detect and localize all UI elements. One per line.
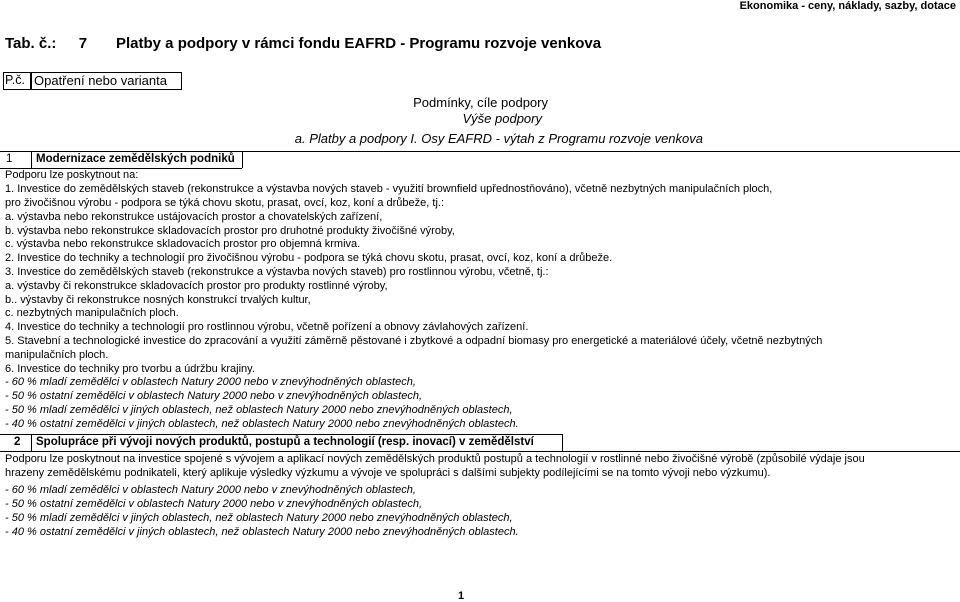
m1-line: 3. Investice do zemědělských staveb (rekonstrukce a výstavba nových staveb) pro rostlinnou výrobu, včetně, tj.: — [5, 266, 549, 278]
m1-rate-line: - 60 % mladí zemědělci v oblastech Natury 2000 nebo v znevýhodněných oblastech, — [5, 376, 416, 388]
m2-line: Podporu lze poskytnout na investice spojené s vývojem a aplikací nových zemědělských produktů postupů a technologií v rostlinné nebo živočišné výrobě (způsobilé výdaje jsou — [5, 453, 865, 465]
table-title: Platby a podpory v rámci fondu EAFRD - Programu rozvoje venkova — [116, 35, 602, 52]
m1-line: a. výstavba nebo rekonstrukce ustájovacích prostor a chovatelských zařízení, — [5, 211, 383, 223]
divider-m2 — [31, 434, 32, 451]
measure2-title: Spolupráce při vývoji nových produktů, postupů a technologií (resp. inovací) v zemědělství — [36, 436, 534, 448]
measure2-number: 2 — [14, 436, 21, 448]
divider-m1 — [31, 151, 32, 168]
m1-line: Podporu lze poskytnout na: — [5, 169, 139, 181]
m1-line: pro živočišnou výrobu - podpora se týká chovu skotu, prasat, ovcí, koz, koní a drůbeže, tj.: — [5, 197, 445, 209]
amount-heading: Výše podpory — [462, 111, 542, 126]
divider-m1-end — [242, 151, 243, 168]
table-label-text: Tab. č.: — [5, 35, 57, 52]
m1-line: 5. Stavební a technologické investice do zpracování a využití záměrně pěstované i zbytkové a odpadní biomasy pro energetické a materiálové účely, včetně nezbytných — [5, 335, 823, 347]
m1-line: a. výstavby či rekonstrukce skladovacích prostor pro produkty rostlinné výroby, — [5, 280, 388, 292]
m1-line: b. výstavba nebo rekonstrukce skladovacích prostor pro druhotné produkty živočišné výroby, — [5, 225, 455, 237]
m1-rate-line: - 40 % ostatní zemědělci v jiných oblastech, než oblastech Natury 2000 nebo znevýhodněných oblastech. — [5, 418, 519, 430]
m1-line: 1. Investice do zemědělských staveb (rekonstrukce a výstavba nových staveb - využití brownfield upřednostňováno), včetně nezbytných manipulačních ploch, — [5, 183, 773, 195]
measure-column-title: Opatření nebo varianta — [34, 73, 167, 88]
m1-line: 2. Investice do techniky a technologií pro živočišnou výrobu - podpora se týká chovu skotu, prasat, ovcí, koz, koní a drůbeže. — [5, 252, 613, 264]
section-heading: a. Platby a podpory I. Osy EAFRD - výtah z Programu rozvoje venkova — [294, 131, 703, 146]
divider-m2-end — [562, 434, 563, 451]
m1-line: c. výstavba nebo rekonstrukce skladovacích prostor pro objemná krmiva. — [5, 238, 361, 250]
m2-rate-line: - 40 % ostatní zemědělci v jiných oblastech, než oblastech Natury 2000 nebo znevýhodněných oblastech. — [5, 526, 519, 538]
conditions-heading: Podmínky, cíle podpory — [413, 95, 548, 110]
m2-rate-line: - 50 % mladí zemědělci v jiných oblastech, než oblastech Natury 2000 nebo znevýhodněných oblastech, — [5, 512, 513, 524]
rule-bottom-m2 — [0, 451, 960, 452]
rule-top-m1 — [0, 151, 960, 152]
m2-line: hrazeny zemědělskému podnikateli, který aplikuje výsledky výzkumu a vývoje ve spolupráci s dalšími subjekty podílejícími se na tomto vývoji nebo výzkumu). — [5, 467, 771, 479]
measure1-title: Modernizace zemědělských podniků — [36, 153, 235, 165]
m1-line: c. nezbytných manipulačních ploch. — [5, 307, 179, 319]
pc-label: P.č. — [5, 73, 25, 87]
page-number: 1 — [458, 590, 465, 602]
m1-line: 6. Investice do techniky pro tvorbu a údržbu krajiny. — [5, 363, 255, 375]
m2-rate-line: - 50 % ostatní zemědělci v oblastech Natury 2000 nebo v znevýhodněných oblastech, — [5, 498, 423, 510]
m1-line: b.. výstavby či rekonstrukce nosných konstrukcí trvalých kultur, — [5, 294, 311, 306]
measure1-number: 1 — [6, 153, 13, 165]
m1-rate-line: - 50 % mladí zemědělci v jiných oblastech, než oblastech Natury 2000 nebo znevýhodněných oblastech, — [5, 404, 513, 416]
m1-line: 4. Investice do techniky a technologií pro rostlinnou výrobu, včetně pořízení a obnovy závlahových zařízení. — [5, 321, 529, 333]
m1-line: manipulačních ploch. — [5, 349, 109, 361]
m2-rate-line: - 60 % mladí zemědělci v oblastech Natury 2000 nebo v znevýhodněných oblastech, — [5, 484, 416, 496]
rule-top-m2 — [0, 434, 562, 435]
table-label — [5, 35, 87, 52]
running-header: Ekonomika - ceny, náklady, sazby, dotace — [739, 0, 956, 12]
table-number: 7 — [78, 35, 88, 52]
m1-rate-line: - 50 % ostatní zemědělci v oblastech Natury 2000 nebo v znevýhodněných oblastech, — [5, 390, 423, 402]
